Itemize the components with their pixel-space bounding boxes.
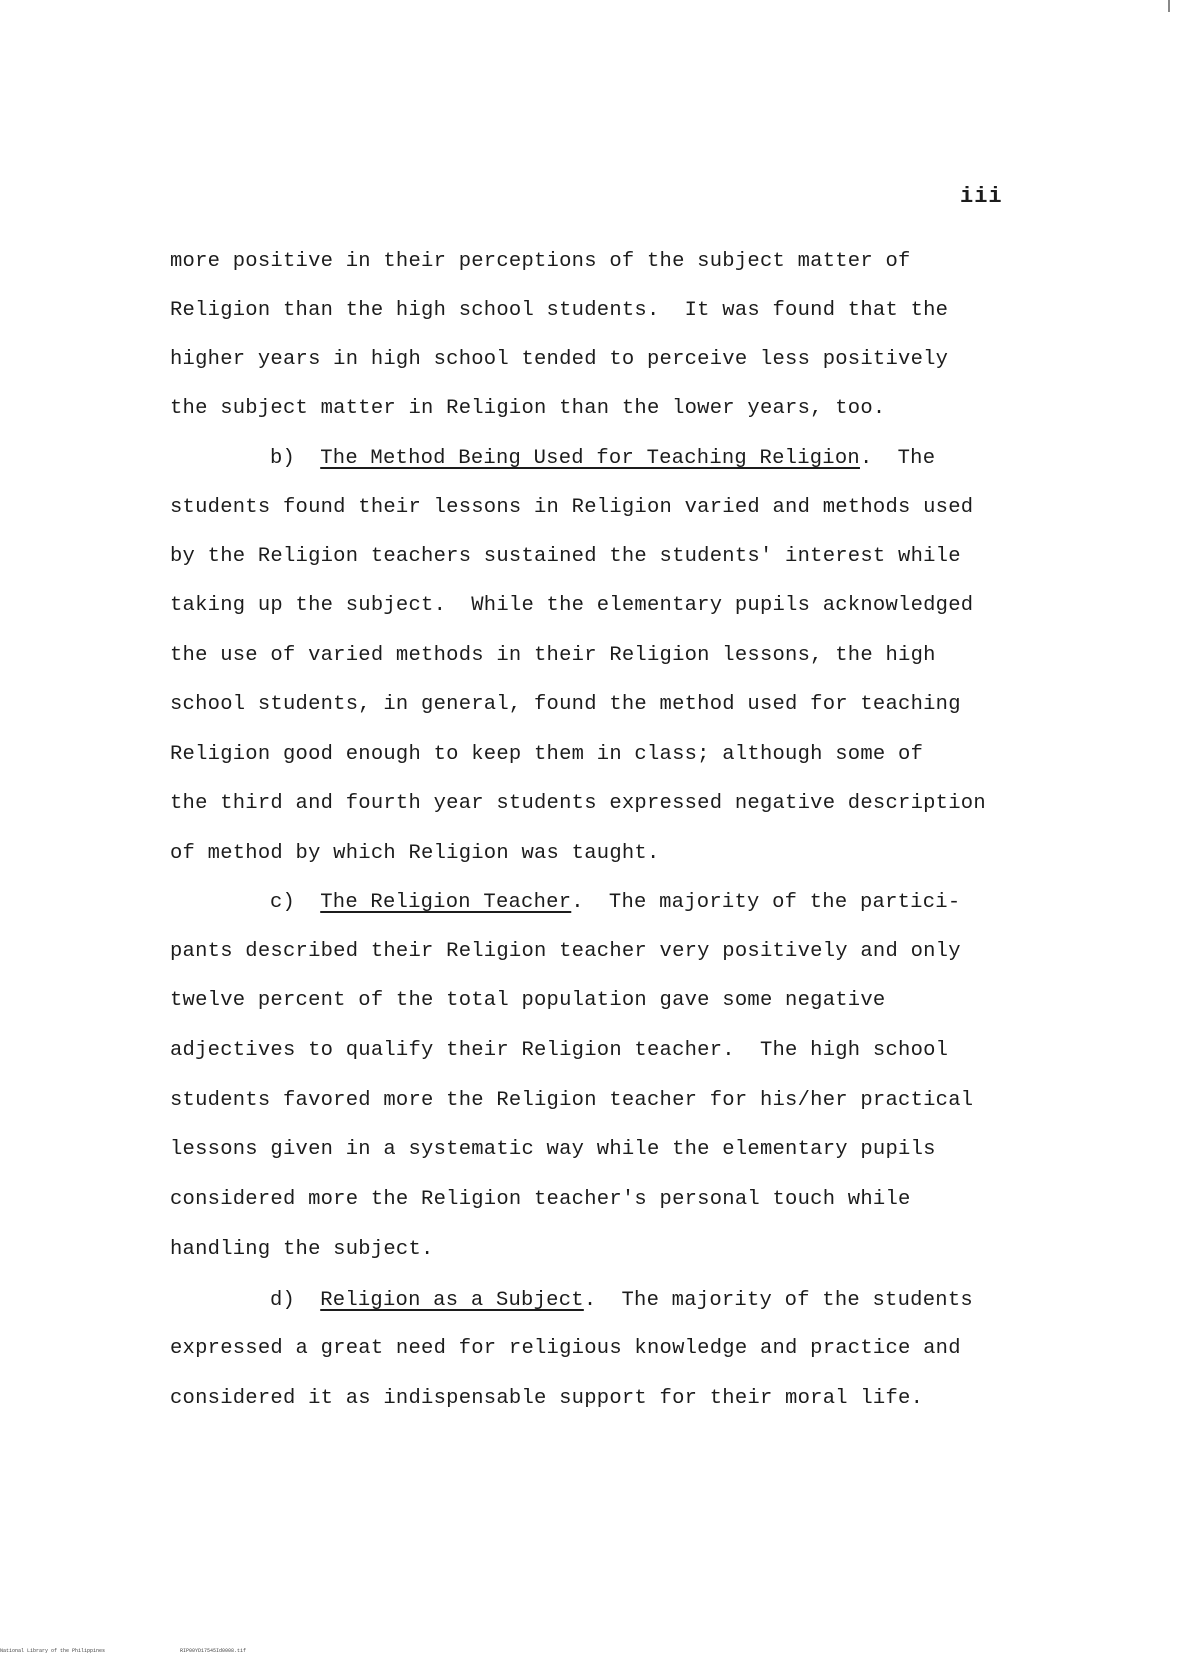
section-c-heading: The Religion Teacher (320, 891, 572, 914)
text-line: students favored more the Religion teacher for his/her practical (170, 1089, 974, 1112)
text-line: Religion than the high school students. It was found that the (170, 299, 949, 322)
text-line: twelve percent of the total population gave some negative (170, 989, 886, 1012)
section-d-heading-rest: . The majority of the students (583, 1289, 973, 1312)
section-c-label: c) (270, 891, 321, 914)
section-b-label: b) (270, 447, 321, 470)
text-line: Religion good enough to keep them in class; although some of (170, 743, 924, 766)
section-d-heading: Religion as a Subject (320, 1289, 584, 1312)
text-line: the third and fourth year students expressed negative description (170, 792, 986, 815)
text-line: lessons given in a systematic way while the elementary pupils (170, 1138, 936, 1161)
text-line: taking up the subject. While the elementary pupils acknowledged (170, 594, 974, 617)
text-line: expressed a great need for religious knowledge and practice and (170, 1337, 961, 1360)
text-line: of method by which Religion was taught. (170, 842, 660, 865)
text-line: considered it as indispensable support for their moral life. (170, 1387, 924, 1410)
text-line: the subject matter in Religion than the lower years, too. (170, 397, 886, 420)
section-b-heading: The Method Being Used for Teaching Religion (320, 447, 860, 470)
section-b-heading-line (270, 446, 935, 472)
page-number: iii (960, 184, 1003, 209)
text-line: more positive in their perceptions of the subject matter of (170, 250, 911, 273)
footer-library-name: National Library of the Philippines (0, 1648, 106, 1654)
section-d-label: d) (270, 1289, 321, 1312)
text-line: adjectives to qualify their Religion teacher. The high school (170, 1039, 949, 1062)
text-line: students found their lessons in Religion varied and methods used (170, 496, 974, 519)
text-line: pants described their Religion teacher very positively and only (170, 940, 961, 963)
text-line: considered more the Religion teacher's personal touch while (170, 1188, 911, 1211)
section-b-heading-rest: . The (859, 447, 936, 470)
scan-edge-mark (1168, 0, 1170, 12)
text-line: higher years in high school tended to perceive less positively (170, 348, 949, 371)
text-line: the use of varied methods in their Religion lessons, the high (170, 644, 936, 667)
section-c-heading-rest: . The majority of the partici- (571, 891, 961, 914)
footer-file-id: RIP00YD17545Id0008.tif (180, 1648, 247, 1654)
text-line: handling the subject. (170, 1238, 434, 1261)
text-line: by the Religion teachers sustained the students' interest while (170, 545, 961, 568)
text-line: school students, in general, found the method used for teaching (170, 693, 961, 716)
section-d-heading-line (270, 1288, 973, 1314)
section-c-heading-line (270, 890, 960, 916)
